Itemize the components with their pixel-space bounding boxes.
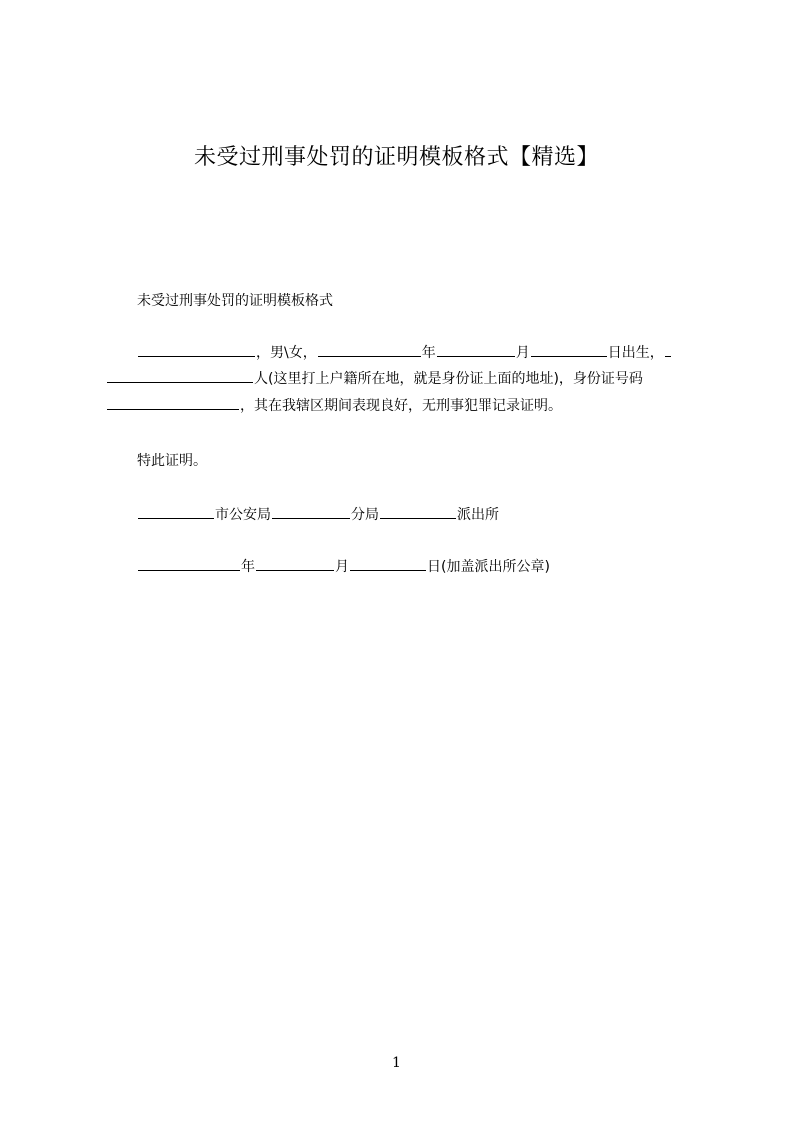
blank-year xyxy=(318,343,421,357)
text-record: ，其在我辖区期间表现良好，无刑事犯罪记录证明。 xyxy=(240,398,562,414)
page-number: 1 xyxy=(392,1055,401,1071)
text-sign-month: 月 xyxy=(335,559,349,575)
text-birth: 日出生， xyxy=(607,345,664,361)
blank-day xyxy=(531,343,607,357)
blank-sign-month xyxy=(256,557,334,571)
document-subtitle: 未受过刑事处罚的证明模板格式 xyxy=(137,293,333,309)
text-sign-year: 年 xyxy=(241,559,255,575)
text-city-bureau: 市公安局 xyxy=(215,507,271,523)
para1-line1 xyxy=(137,343,672,363)
text-gender: ，男\女， xyxy=(256,345,317,361)
blank-sign-day xyxy=(350,557,426,571)
blank-name xyxy=(138,343,255,357)
text-station: 派出所 xyxy=(457,507,499,523)
date-line xyxy=(137,557,550,577)
blank-month xyxy=(437,343,515,357)
station-line xyxy=(137,505,499,525)
text-month: 月 xyxy=(515,345,530,361)
blank-branch xyxy=(272,505,350,519)
blank-station xyxy=(380,505,456,519)
blank-city xyxy=(138,505,214,519)
para1-line2 xyxy=(106,369,643,389)
document-title: 未受过刑事处罚的证明模板格式【精选】 xyxy=(193,145,599,170)
blank-address-start xyxy=(665,343,671,357)
blank-id-number xyxy=(107,396,239,410)
blank-sign-year xyxy=(138,557,240,571)
blank-address xyxy=(107,369,253,383)
text-address-note: 人(这里打上户籍所在地，就是身份证上面的地址)，身份证号码 xyxy=(254,371,643,387)
special-statement: 特此证明。 xyxy=(137,453,207,469)
text-branch: 分局 xyxy=(351,507,379,523)
text-year: 年 xyxy=(421,345,436,361)
para1-line3 xyxy=(106,396,562,416)
text-sign-day: 日(加盖派出所公章) xyxy=(427,559,550,575)
